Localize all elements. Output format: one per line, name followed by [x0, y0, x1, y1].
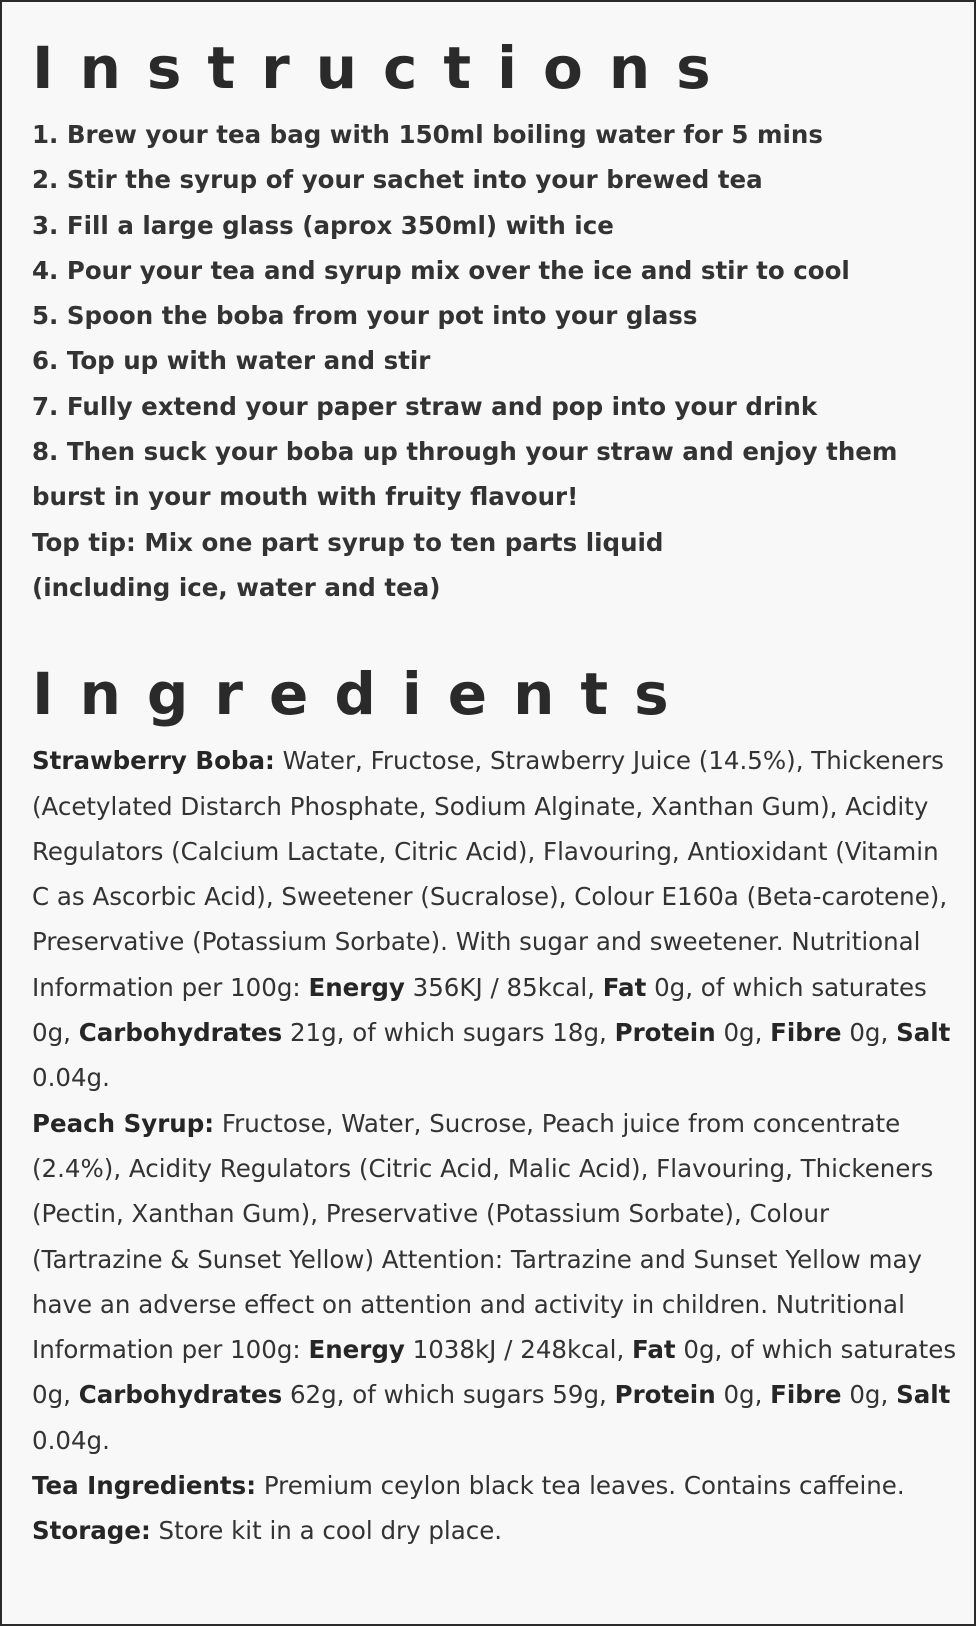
- nutrient-value: 0g,: [715, 1380, 771, 1410]
- strawberry-boba-text: Water, Fructose, Strawberry Juice (14.5%), Thickeners (Acetylated Distarch Phosphate, Sodium Alginate, Xanthan Gum), Acidity Regulators (Calcium Lactate, Citric Acid), Flavouring, Antioxidant (Vitamin C as Ascorbic Acid), Sweetener (Sucralose), Colour E160a (Beta-carotene), Preservative (Potassium Sorbate). With sugar and sweetener. Nutritional Information per 100g:: [32, 746, 948, 1002]
- top-tip-line: (including ice, water and tea): [32, 572, 441, 602]
- instructions-heading: Instructions: [32, 34, 737, 102]
- strawberry-boba-paragraph: [32, 738, 962, 1100]
- tea-ingredients-paragraph: [32, 1463, 962, 1508]
- nutrient-value: 1038kJ / 248kcal,: [404, 1335, 633, 1365]
- nutrient-label: Fibre: [770, 1380, 842, 1410]
- nutrient-label: Salt: [896, 1380, 951, 1410]
- nutrient-label: Fat: [602, 972, 647, 1002]
- peach-syrup-text: Fructose, Water, Sucrose, Peach juice from concentrate (2.4%), Acidity Regulators (Citric Acid, Malic Acid), Flavouring, Thickeners (Pectin, Xanthan Gum), Preservative (Potassium Sorbate), Colour (Tartrazine & Sunset Yellow) Attention: Tartrazine and Sunset Yellow may have an adverse effect on attention and activity in children. Nutritional Information per 100g:: [32, 1108, 934, 1365]
- instruction-line: 1. Brew your tea bag with 150ml boiling water for 5 mins: [32, 120, 823, 149]
- instruction-line: 4. Pour your tea and syrup mix over the ice and stir to cool: [32, 255, 850, 285]
- nutrient-label: Energy: [308, 1335, 405, 1365]
- instruction-line: 6. Top up with water and stir: [32, 346, 431, 376]
- nutrient-value: 0g,: [841, 1380, 897, 1410]
- instruction-line: 3. Fill a large glass (aprox 350ml) with ice: [32, 210, 614, 240]
- nutrient-value: 0.04g.: [32, 1425, 110, 1455]
- instruction-line: burst in your mouth with fruity flavour!: [32, 482, 579, 512]
- nutrient-label: Fat: [632, 1335, 676, 1365]
- nutrient-value: 356KJ / 85kcal,: [404, 972, 603, 1002]
- nutrient-value: 21g, of which sugars 18g,: [282, 1018, 615, 1048]
- storage-label: Storage:: [32, 1516, 151, 1546]
- nutrient-label: Protein: [614, 1018, 716, 1048]
- nutrient-value: 62g, of which sugars 59g,: [282, 1380, 615, 1410]
- top-tip-line: Top tip: Mix one part syrup to ten parts liquid: [32, 527, 664, 557]
- peach-syrup-label: Peach Syrup:: [32, 1108, 215, 1138]
- instruction-line: 8. Then suck your boba up through your straw and enjoy them: [32, 437, 898, 467]
- ingredients-body: [32, 738, 962, 1553]
- nutrient-value: 0g,: [715, 1018, 771, 1048]
- nutrient-label: Energy: [308, 972, 405, 1002]
- nutrient-label: Carbohydrates: [78, 1018, 283, 1048]
- instruction-line: 5. Spoon the boba from your pot into your glass: [32, 301, 698, 331]
- strawberry-boba-label: Strawberry Boba:: [32, 746, 275, 776]
- peach-syrup-paragraph: [32, 1101, 962, 1463]
- nutrient-label: Fibre: [770, 1018, 842, 1048]
- ingredients-heading: Ingredients: [32, 660, 695, 729]
- nutrient-value: 0g, of which saturates 0g,: [32, 1335, 957, 1410]
- instruction-line: 7. Fully extend your paper straw and pop into your drink: [32, 391, 818, 421]
- nutrient-label: Carbohydrates: [78, 1380, 283, 1410]
- nutrient-value: 0g,: [841, 1018, 897, 1048]
- tea-ingredients-text: Premium ceylon black tea leaves. Contains caffeine.: [256, 1471, 905, 1501]
- nutrient-label: Protein: [614, 1380, 716, 1410]
- instruction-line: 2. Stir the syrup of your sachet into your brewed tea: [32, 165, 763, 195]
- storage-paragraph: [32, 1508, 962, 1553]
- tea-ingredients-label: Tea Ingredients:: [32, 1471, 257, 1501]
- nutrient-value: 0.04g.: [32, 1063, 110, 1093]
- instructions-list: [32, 112, 962, 610]
- nutrient-value: 0g, of which saturates 0g,: [32, 972, 927, 1048]
- storage-text: Store kit in a cool dry place.: [150, 1516, 503, 1546]
- nutrient-label: Salt: [896, 1018, 951, 1048]
